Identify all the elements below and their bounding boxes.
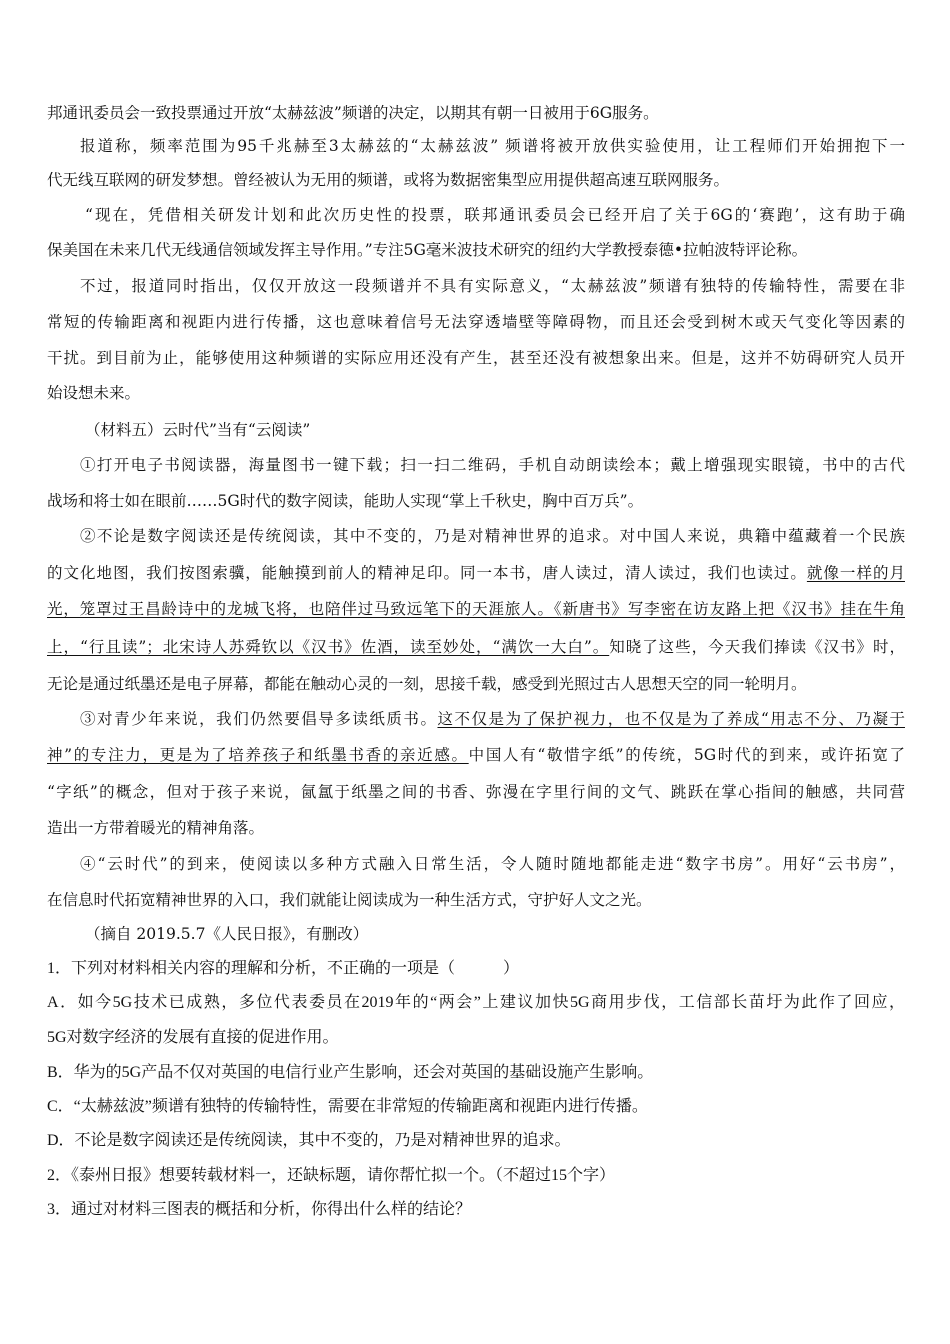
paragraph-1-line-1: 邦通讯委员会一致投票通过开放“太赫兹波”频谱的决定，以期其有朝一日被用于6G服务。: [47, 104, 659, 122]
section-4-line-2: 在信息时代拓宽精神世界的入口，我们就能让阅读成为一种生活方式，守护好人文之光。: [47, 891, 652, 909]
section-2-line-3: 光，笼罩过王昌龄诗中的龙城飞将，也陪伴过马致远笔下的天涯旅人。《新唐书》写李密在访友路上把《汉书》挂在牛角: [47, 600, 905, 618]
section-3-line-3: “字纸”的概念，但对于孩子来说，氤氲于纸墨之间的书香、弥漫在字里行间的文气、跳跃在掌心指间的触感，共同营: [47, 783, 905, 801]
section-2-line-4-text: 知晓了这些，今天我们捧读《汉书》时，: [609, 638, 905, 656]
underlined-sentence-2-end: 神”的专注力，更是为了培养孩子和纸墨书香的亲近感。: [47, 746, 469, 764]
section-3-line-4: 造出一方带着暖光的精神角落。: [47, 819, 265, 837]
section-3-line-2: [47, 743, 905, 767]
question-1-option-a-line-1: A．如今5G技术已成熟，多位代表委员在2019年的“两会”上建议加快5G商用步伐，工信部长苗圩为此作了回应，: [47, 994, 905, 1011]
paragraph-2-line-1: 报道称，频率范围为95千兆赫至3太赫兹的“太赫兹波” 频谱将被开放供实验使用，让工程师们开始拥抱下一: [80, 137, 905, 155]
paragraph-4-line-1: 不过，报道同时指出，仅仅开放这一段频谱并不具有实际意义，“太赫兹波”频谱有独特的传输特性，需要在非: [80, 277, 905, 295]
question-2: 2．《泰州日报》想要转载材料一，还缺标题，请你帮忙拟一个。（不超过15个字）: [47, 1167, 616, 1184]
section-3-line-1: [80, 707, 905, 731]
paragraph-3-line-2: 保美国在未来几代无线通信领域发挥主导作用。”专注5G毫米波技术研究的纽约大学教授泰德•拉帕波特评论称。: [47, 241, 808, 259]
question-1-option-c: C．“太赫兹波”频谱有独特的传输特性，需要在非常短的传输距离和视距内进行传播。: [47, 1098, 648, 1115]
question-1: 1．下列对材料相关内容的理解和分析，不正确的一项是（ ）: [47, 960, 520, 977]
underlined-sentence: 就像一样的月: [806, 564, 905, 582]
section-3-line-1-text: ③对青少年来说，我们仍然要倡导多读纸质书。: [80, 710, 438, 728]
underlined-sentence-2: 这不仅是为了保护视力，也不仅是为了养成“用志不分、乃凝于: [437, 710, 905, 728]
paragraph-3-line-1: “现在，凭借相关研发计划和此次历史性的投票，联邦通讯委员会已经开启了关于6G的‘赛跑’，这有助于确: [85, 206, 905, 224]
section-4-line-1: ④“云时代”的到来，使阅读以多种方式融入日常生活，令人随时随地都能走进“数字书房”。用好“云书房”，: [80, 855, 905, 873]
section-1-line-2: 战场和将士如在眼前……5G时代的数字阅读，能助人实现“掌上千秋史，胸中百万兵”。: [47, 492, 644, 510]
underlined-sentence-end: 上，“行且读”；北宋诗人苏舜钦以《汉书》佐酒，读至妙处，“满饮一大白”。: [47, 638, 610, 656]
section-2-line-5: 无论是通过纸墨还是电子屏幕，都能在触动心灵的一刻，思接千载，感受到光照过古人思想天空的同一轮明月。: [47, 675, 807, 693]
paragraph-4-line-3: 干扰。到目前为止，能够使用这种频谱的实际应用还没有产生，甚至还没有被想象出来。但是，这并不妨碍研究人员开: [47, 349, 905, 367]
question-1-option-d: D．不论是数字阅读还是传统阅读，其中不变的，乃是对精神世界的追求。: [47, 1132, 571, 1149]
section-3-line-2-text: 中国人有“敬惜字纸”的传统，5G时代的到来，或许拓宽了: [468, 746, 905, 764]
paragraph-2-line-2: 代无线互联网的研发梦想。曾经被认为无用的频谱，或将为数据密集型应用提供超高速互联网服务。: [47, 171, 730, 189]
material-5-heading: （材料五）云时代”当有“云阅读”: [85, 421, 311, 439]
section-2-line-1: ②不论是数字阅读还是传统阅读，其中不变的，乃是对精神世界的追求。对中国人来说，典籍中蕴藏着一个民族: [80, 527, 905, 545]
section-2-line-4: [47, 635, 905, 659]
section-2-line-2: [47, 561, 905, 585]
question-1-option-b: B．华为的5G产品不仅对英国的电信行业产生影响，还会对英国的基础设施产生影响。: [47, 1064, 654, 1081]
paragraph-4-line-2: 常短的传输距离和视距内进行传播，这也意味着信号无法穿透墙壁等障碍物，而且还会受到树木或天气变化等因素的: [47, 313, 905, 331]
question-3: 3．通过对材料三图表的概括和分析，你得出什么样的结论？: [47, 1201, 472, 1218]
section-2-line-2-text: 的文化地图，我们按图索骥，能触摸到前人的精神足印。同一本书，唐人读过，清人读过，我们也读过。: [47, 564, 807, 582]
section-1-line-1: ①打开电子书阅读器，海量图书一键下载；扫一扫二维码，手机自动朗读绘本；戴上增强现实眼镜，书中的古代: [80, 456, 905, 474]
source-citation: （摘自 2019.5.7《人民日报》，有删改）: [85, 925, 369, 943]
question-1-option-a-line-2: 5G对数字经济的发展有直接的促进作用。: [47, 1029, 339, 1046]
paragraph-4-line-4: 始设想未来。: [47, 384, 141, 402]
